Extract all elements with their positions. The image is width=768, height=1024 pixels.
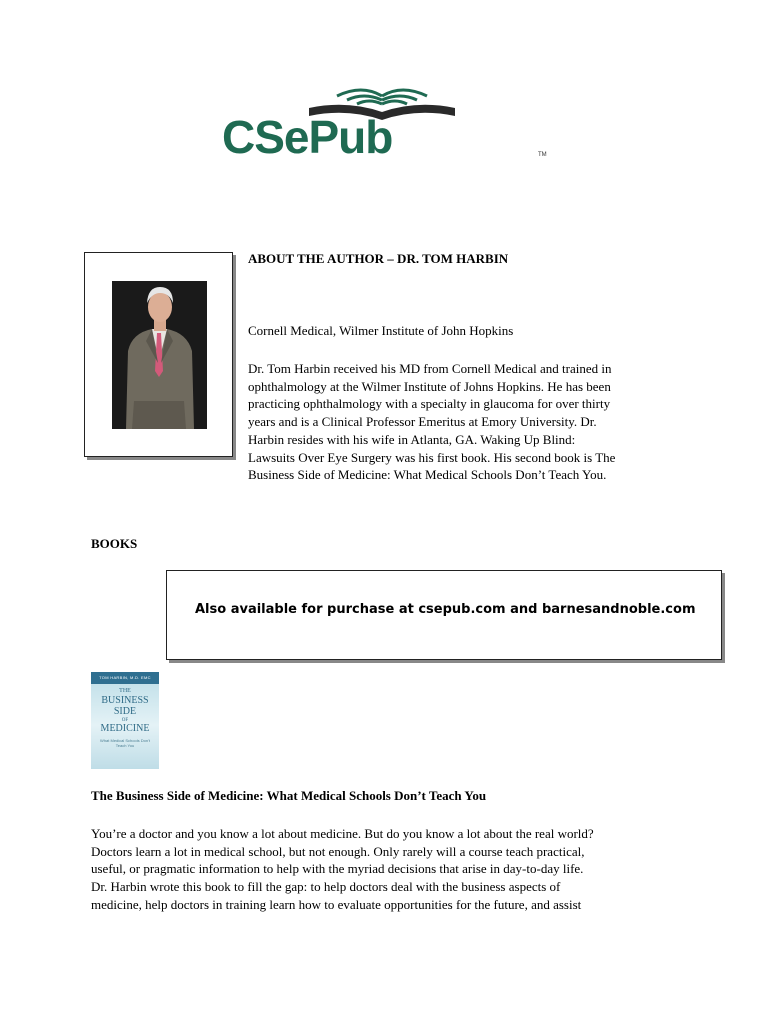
book-cover-medicine: MEDICINE [100,723,150,734]
book-cover-side: SIDE [113,706,137,717]
bio-line: years and is a Clinical Professor Emeritus at Emory University. Dr. [248,414,597,430]
book-cover-of: OF [121,718,129,723]
author-photo [112,281,207,429]
books-heading: BOOKS [91,536,138,551]
description-line: Doctors learn a lot in medical school, but not enough. Only rarely will a course teach practical, [91,843,585,859]
availability-text: Also available for purchase at csepub.com and barnesandnoble.com [195,602,696,617]
book-cover-image [91,672,159,769]
book-title: The Business Side of Medicine: What Medical Schools Don’t Teach You [91,788,487,803]
description-line: Dr. Harbin wrote this book to fill the gap: to help doctors deal with the business aspects of [91,879,561,895]
book-cover-subtitle: What Medical Schools Don't Teach You [100,738,150,748]
csepub-logo [222,88,547,168]
author-affiliation: Cornell Medical, Wilmer Institute of John Hopkins [248,323,514,338]
about-author-heading: ABOUT THE AUTHOR – DR. TOM HARBIN [248,251,509,266]
logo-text: CSePub [222,111,393,163]
book-cover-author: TOM HARBIN, M.D. EMC [99,675,151,680]
bio-line: Harbin resides with his wife in Atlanta, GA. Waking Up Blind: [248,431,576,447]
book-cover-the: THE [119,688,131,694]
logo-trademark: TM [538,152,547,158]
description-line: medicine, help doctors in training learn how to evaluate opportunities for the future, and assist [91,896,582,912]
bio-line: practicing ophthalmology with a specialty in glaucoma for over thirty [248,396,611,412]
author-photo-frame [84,252,233,457]
bio-line: ophthalmology at the Wilmer Institute of Johns Hopkins. He has been [248,378,611,394]
description-line: You’re a doctor and you know a lot about medicine. But do you know a lot about the real world? [91,826,594,841]
book-description [91,825,671,914]
bio-line: Business Side of Medicine: What Medical Schools Don’t Teach You. [248,467,607,483]
bio-line: Lawsuits Over Eye Surgery was his first book. His second book is The [248,449,616,465]
bio-line: Dr. Tom Harbin received his MD from Cornell Medical and trained in [248,361,612,376]
description-line: useful, or pragmatic information to help with the myriad decisions that arise in day-to-day life. [91,861,584,877]
availability-callout [166,570,722,660]
author-bio [248,360,688,484]
book-cover-business: BUSINESS [101,695,149,706]
